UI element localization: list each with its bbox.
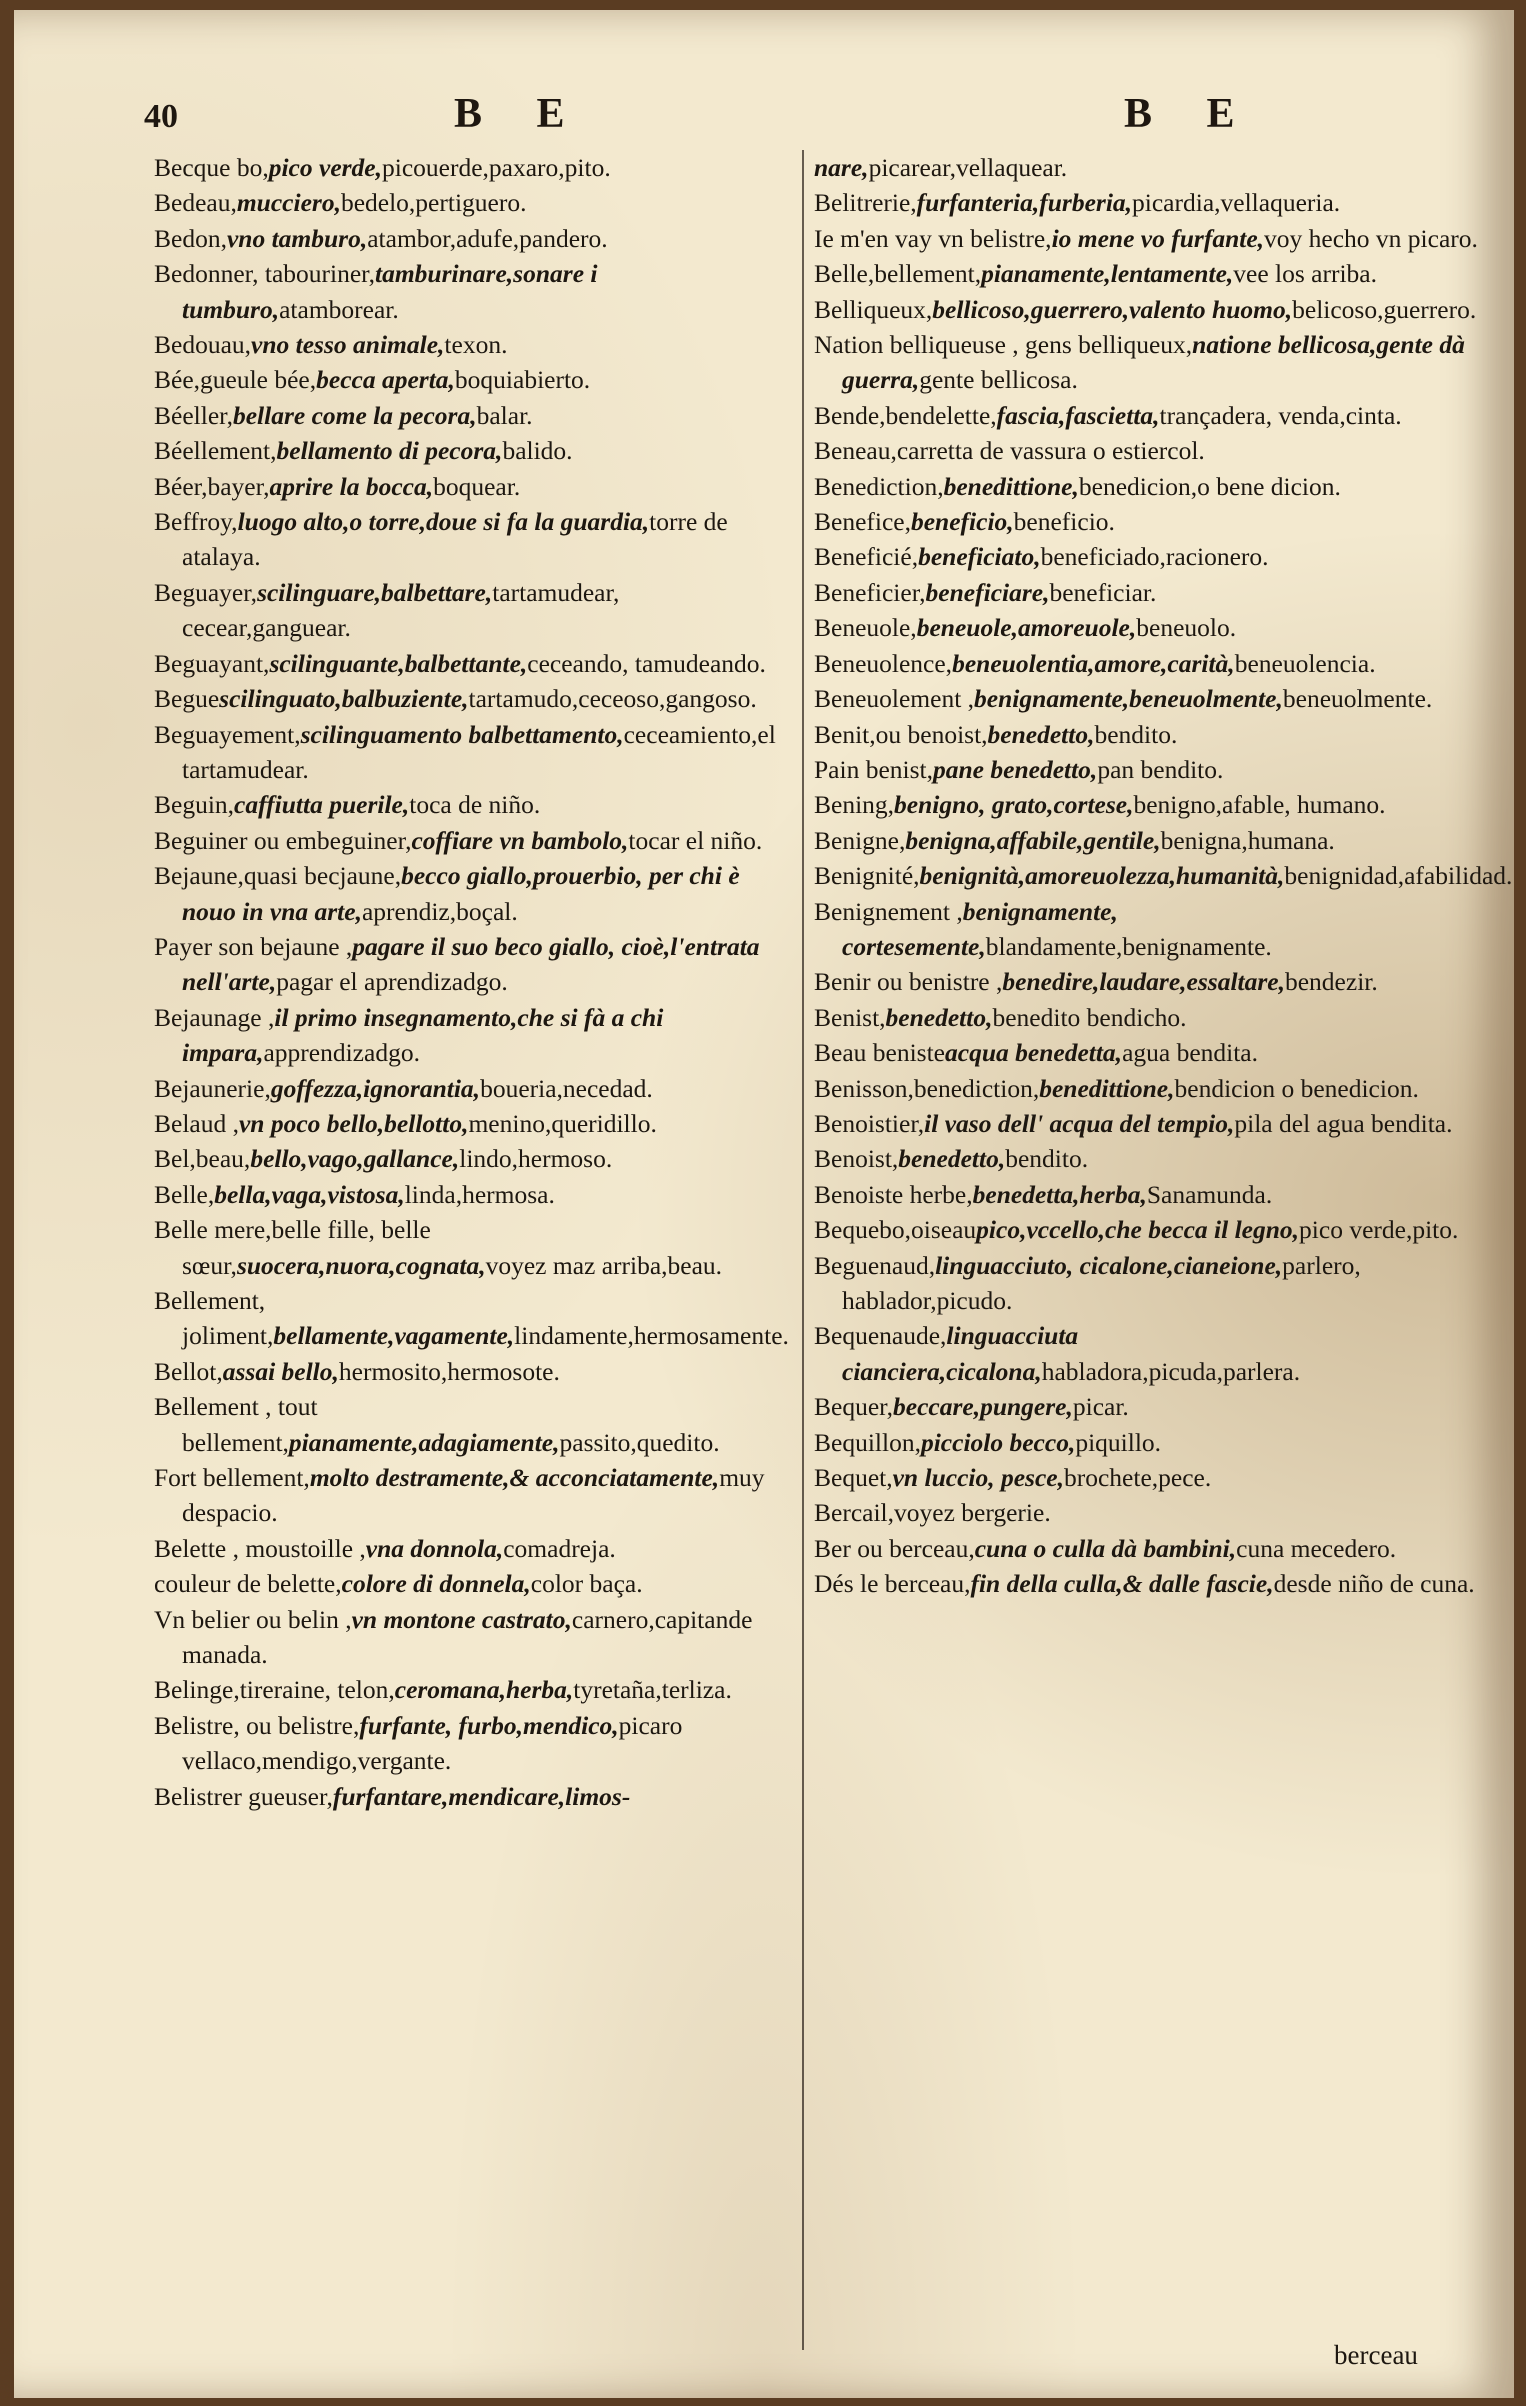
french-headword: Benir ou benistre , — [814, 967, 1003, 997]
dictionary-entry — [154, 185, 794, 220]
french-headword: Bedonner, tabouriner, — [154, 259, 376, 289]
dictionary-entry — [154, 327, 794, 362]
spanish-gloss: balido. — [502, 436, 573, 466]
french-headword: Bequillon, — [814, 1427, 921, 1457]
spanish-gloss: habladora,picuda,parlera. — [1041, 1356, 1301, 1386]
italian-gloss: coffiare vn bambolo, — [411, 825, 629, 855]
italian-gloss: benedetto, — [987, 719, 1095, 749]
italian-gloss: pagare il suo beco giallo, cioè,l'entrata nell'arte, — [182, 931, 760, 997]
italian-gloss: bella,vaga,vistosa, — [214, 1179, 405, 1209]
italian-gloss: pianamente,lentamente, — [981, 259, 1234, 289]
spanish-gloss: comadreja. — [503, 1533, 616, 1563]
italian-gloss: beccare,pungere, — [893, 1392, 1073, 1422]
spanish-gloss: atambor,adufe,pandero. — [367, 223, 608, 253]
dictionary-entry — [814, 1071, 1484, 1106]
french-headword: Benist, — [814, 1002, 886, 1032]
dictionary-entry — [154, 398, 794, 433]
french-headword: Belaud , — [154, 1108, 239, 1138]
italian-gloss: bello,vago,gallance, — [250, 1144, 460, 1174]
dictionary-entry — [154, 150, 794, 185]
spanish-gloss: gente bellicosa. — [919, 365, 1078, 395]
dictionary-entry — [814, 1318, 1484, 1389]
italian-gloss: benedetta,herba, — [972, 1179, 1147, 1209]
french-headword: Belle mere,belle fille, belle sœur, — [154, 1215, 431, 1280]
spanish-gloss: beneficiar. — [1049, 577, 1157, 607]
dictionary-entry — [154, 1566, 794, 1601]
dictionary-entry — [814, 221, 1484, 256]
french-headword: Benefice, — [814, 507, 911, 537]
italian-gloss: molto destramente,& acconciatamente, — [309, 1463, 720, 1493]
french-headword: Bejaunage , — [154, 1002, 275, 1032]
dictionary-entry — [814, 1000, 1484, 1035]
italian-gloss: natione bellicosa,gente dà guerra, — [842, 330, 1465, 395]
dictionary-entry — [814, 1460, 1484, 1495]
italian-gloss: luogo alto,o torre,doue si fa la guardia, — [237, 507, 650, 537]
french-headword: Payer son bejaune , — [154, 931, 353, 961]
italian-gloss: beneficio, — [910, 507, 1014, 537]
spanish-gloss: benigna,humana. — [1160, 825, 1335, 855]
french-headword: Pain benist, — [814, 754, 933, 784]
dictionary-entry — [814, 1389, 1484, 1424]
italian-gloss: beneficiato, — [918, 542, 1041, 572]
spanish-gloss: lindamente,hermosamente. — [514, 1321, 789, 1351]
italian-gloss: bellamente,vagamente, — [273, 1321, 515, 1351]
dictionary-entry — [154, 717, 794, 788]
dictionary-entry — [814, 539, 1484, 574]
spanish-gloss: beneuolo. — [1136, 613, 1237, 643]
dictionary-entry — [154, 504, 794, 575]
french-headword: Bedon, — [154, 223, 227, 253]
italian-gloss: bellicoso,guerrero,valento huomo, — [932, 294, 1293, 324]
dictionary-entry — [154, 1531, 794, 1566]
italian-gloss: fin della culla,& dalle fascie, — [970, 1569, 1274, 1599]
spanish-gloss: bendito. — [1005, 1144, 1089, 1174]
french-headword: Ber ou berceau, — [814, 1533, 975, 1563]
right-running-head: B E — [1124, 91, 1257, 137]
dictionary-entry — [814, 823, 1484, 858]
dictionary-entry — [154, 1460, 794, 1531]
italian-gloss: pico verde, — [268, 153, 382, 182]
french-headword: Belle, — [154, 1179, 215, 1209]
italian-gloss: tamburinare,sonare i tumburo, — [182, 259, 598, 324]
spanish-gloss: voyez maz arriba,beau. — [485, 1250, 723, 1280]
spanish-gloss: bendito. — [1094, 719, 1178, 749]
italian-gloss: benedetto, — [885, 1002, 993, 1032]
french-headword: Bening, — [814, 790, 895, 820]
italian-gloss: scilinguante,balbettante, — [269, 648, 528, 678]
spanish-gloss: voy hecho vn picaro. — [1264, 223, 1478, 253]
dictionary-entry — [814, 610, 1484, 645]
dictionary-entry — [154, 1212, 794, 1283]
spanish-gloss: lindo,hermoso. — [459, 1144, 613, 1174]
dictionary-entry — [814, 327, 1484, 398]
spanish-gloss: beneficiado,racionero. — [1040, 542, 1269, 572]
french-headword: Bellot, — [154, 1356, 223, 1386]
italian-gloss: benignamente,beneuolmente, — [974, 684, 1283, 714]
italian-gloss: benigna,affabile,gentile, — [905, 825, 1161, 855]
italian-gloss: io mene vo furfante, — [1051, 223, 1265, 253]
dictionary-entry — [814, 1141, 1484, 1176]
dictionary-entry — [154, 823, 794, 858]
italian-gloss: beneuolentia,amore,carità, — [952, 648, 1235, 678]
dictionary-entry — [814, 1425, 1484, 1460]
french-headword: Béer,bayer, — [154, 471, 270, 501]
french-headword: Beneau, — [814, 436, 897, 466]
italian-gloss: furfanteria,furberia, — [916, 188, 1133, 218]
spanish-gloss: benigno,afable, humano. — [1133, 790, 1386, 820]
column-divider — [802, 150, 804, 2350]
italian-gloss: bellare come la pecora, — [232, 400, 477, 430]
dictionary-entry — [814, 858, 1513, 893]
spanish-gloss: beneuolencia. — [1234, 648, 1376, 678]
italian-gloss: vn poco bello,bellotto, — [238, 1108, 469, 1138]
italian-gloss: cuna o culla dà bambini, — [974, 1533, 1237, 1563]
italian-gloss: il vaso dell' acqua del tempio, — [924, 1108, 1235, 1138]
spanish-gloss: brochete,pece. — [1063, 1463, 1212, 1493]
dictionary-entry — [814, 504, 1484, 539]
italian-gloss: mucciero, — [236, 188, 341, 218]
dictionary-entry — [154, 1000, 794, 1071]
spanish-gloss: picar. — [1072, 1392, 1129, 1422]
italian-gloss: fascia,fascietta, — [996, 400, 1160, 430]
dictionary-entry — [154, 1106, 794, 1141]
italian-gloss: becca aperta, — [316, 365, 455, 395]
spanish-gloss: balar. — [476, 400, 533, 430]
spanish-gloss: pila del agua bendita. — [1234, 1108, 1453, 1138]
italian-gloss: benigno, grato,cortese, — [894, 790, 1134, 820]
left-running-head: B E — [454, 91, 587, 137]
italian-gloss: benedetto, — [898, 1144, 1006, 1174]
spanish-gloss: beneuolmente. — [1282, 684, 1433, 714]
french-headword: Belistrer gueuser, — [154, 1781, 333, 1811]
dictionary-entry — [814, 646, 1484, 681]
dictionary-entry — [154, 221, 794, 256]
french-headword: Beguiner ou embeguiner, — [154, 825, 412, 855]
spanish-gloss: boquear. — [433, 471, 521, 501]
spanish-gloss: tocar el niño. — [628, 825, 763, 855]
spanish-gloss: color baça. — [530, 1569, 643, 1599]
french-headword: Beau beniste — [814, 1038, 945, 1068]
italian-gloss: benignamente, cortesemente, — [842, 896, 1118, 961]
italian-gloss: goffezza,ignorantia, — [270, 1073, 481, 1103]
french-headword: Beneuole, — [814, 613, 917, 643]
french-headword: Beguenaud, — [814, 1250, 936, 1280]
spanish-gloss: bendicion o benedicion. — [1174, 1073, 1419, 1103]
italian-gloss: linguacciuta cianciera,cicalona, — [842, 1321, 1079, 1386]
spanish-gloss: muy despacio. — [182, 1463, 765, 1528]
french-headword: Benoistier, — [814, 1108, 925, 1138]
spanish-gloss: tyretaña,terliza. — [573, 1675, 732, 1705]
french-headword: Belle,bellement, — [814, 259, 982, 289]
french-headword: Bequenaude, — [814, 1321, 947, 1351]
dictionary-entry — [814, 256, 1484, 291]
spanish-gloss: atamborear. — [279, 294, 399, 324]
dictionary-entry — [154, 256, 794, 327]
italian-gloss: benedittione, — [943, 471, 1079, 501]
french-headword: Benigne, — [814, 825, 906, 855]
spanish-gloss: carnero,capitande manada. — [182, 1604, 753, 1670]
italian-gloss: furfante, furbo,mendico, — [359, 1710, 619, 1740]
dictionary-entry — [814, 1212, 1484, 1247]
page-header — [14, 90, 1514, 150]
french-headword: Beneficier, — [814, 577, 926, 607]
french-headword: Benignement , — [814, 896, 963, 926]
italian-gloss: vno tamburo, — [226, 223, 368, 253]
left-column — [154, 150, 794, 2348]
french-headword: Bellement , tout bellement, — [154, 1392, 318, 1457]
dictionary-entry — [154, 1779, 794, 1814]
spanish-gloss: toca de niño. — [409, 790, 541, 820]
spanish-gloss: bedelo,pertiguero. — [340, 188, 527, 218]
italian-gloss: linguacciuto, cicalone,cianeione, — [935, 1250, 1283, 1280]
italian-gloss: picciolo becco, — [920, 1427, 1076, 1457]
french-headword: Nation belliqueuse , gens belliqueux, — [814, 330, 1193, 360]
spanish-gloss: cuna mecedero. — [1236, 1533, 1397, 1563]
french-headword: Bejaune,quasi becjaune, — [154, 861, 402, 891]
spanish-gloss: pan bendito. — [1097, 754, 1224, 784]
spanish-gloss: texon. — [444, 330, 508, 360]
french-headword: Bequet, — [814, 1463, 893, 1493]
dictionary-entry — [154, 681, 794, 716]
italian-gloss: acqua benedetta, — [945, 1038, 1123, 1068]
spanish-gloss: benignidad,afabilidad. — [1284, 861, 1513, 891]
dictionary-entry — [814, 894, 1484, 965]
spanish-gloss: ceceando, tamudeando. — [527, 648, 766, 678]
spanish-gloss: picouerde,paxaro,pito. — [382, 153, 611, 182]
french-headword: Beguin, — [154, 790, 235, 820]
dictionary-entry — [154, 1283, 794, 1354]
dictionary-entry — [814, 575, 1484, 610]
spanish-gloss: benedicion,o bene dicion. — [1078, 471, 1341, 501]
dictionary-entry — [814, 717, 1484, 752]
spanish-gloss: carretta de vassura o estiercol. — [896, 436, 1205, 466]
italian-gloss: vna donnola, — [365, 1533, 504, 1563]
spanish-gloss: apprendizadgo. — [263, 1038, 420, 1068]
dictionary-entry — [154, 858, 794, 929]
italian-gloss: scilinguare,balbettare, — [257, 577, 493, 607]
french-headword: couleur de belette, — [154, 1569, 342, 1599]
dictionary-entry — [814, 1495, 1484, 1530]
spanish-gloss: tartamudear, cecear,ganguear. — [182, 577, 620, 643]
french-headword: Vn belier ou belin , — [154, 1604, 352, 1634]
spanish-gloss: Sanamunda. — [1146, 1179, 1273, 1209]
italian-gloss: beneficiare, — [925, 577, 1050, 607]
spanish-gloss: linda,hermosa. — [404, 1179, 555, 1209]
spanish-gloss: blandamente,benignamente. — [985, 931, 1272, 961]
spanish-gloss: belicoso,guerrero. — [1292, 294, 1477, 324]
french-headword: Belliqueux, — [814, 294, 933, 324]
french-headword: Begue — [154, 684, 220, 714]
french-headword: Benignité, — [814, 861, 920, 891]
spanish-gloss: hermosito,hermosote. — [338, 1356, 560, 1386]
spanish-gloss: voyez bergerie. — [894, 1498, 1051, 1528]
italian-gloss: furfantare,mendicare,limos- — [332, 1781, 631, 1811]
dictionary-entry — [154, 1389, 794, 1460]
dictionary-entry — [154, 1672, 794, 1707]
french-headword: Beguayement, — [154, 719, 301, 749]
french-headword: Benoiste herbe, — [814, 1179, 973, 1209]
dictionary-entry — [154, 1141, 794, 1176]
italian-gloss: benedire,laudare,essaltare, — [1002, 967, 1285, 997]
french-headword: Bée,gueule bée, — [154, 365, 317, 395]
french-headword: Dés le berceau, — [814, 1569, 971, 1599]
spanish-gloss: pagar el aprendizadgo. — [276, 967, 508, 997]
dictionary-entry — [154, 787, 794, 822]
dictionary-entry — [154, 1177, 794, 1212]
french-headword: Bercail, — [814, 1498, 894, 1528]
french-headword: Bejaunerie, — [154, 1073, 271, 1103]
dictionary-entry — [814, 469, 1484, 504]
spanish-gloss: boquiabierto. — [454, 365, 591, 395]
italian-gloss: suocera,nuora,cognata, — [236, 1250, 486, 1280]
catchword: berceau — [1334, 2340, 1418, 2370]
italian-gloss: aprire la bocca, — [269, 471, 434, 501]
italian-gloss: bellamento di pecora, — [276, 436, 503, 466]
spanish-gloss: picarear,vellaquear. — [868, 153, 1068, 182]
spanish-gloss: bendezir. — [1284, 967, 1378, 997]
french-headword: Belette , moustoille , — [154, 1533, 366, 1563]
dictionary-entry — [154, 469, 794, 504]
dictionary-entry — [154, 1071, 794, 1106]
spanish-gloss: picardia,vellaqueria. — [1132, 188, 1341, 218]
dictionary-entry — [154, 1708, 794, 1779]
italian-gloss: becco giallo,prouerbio, per chi è nouo in vna arte, — [182, 861, 740, 926]
french-headword: Beneuolement , — [814, 684, 975, 714]
spanish-gloss: picaro vellaco,mendigo,vergante. — [182, 1710, 683, 1776]
french-headword: Bedeau, — [154, 188, 237, 218]
dictionary-entry — [814, 1531, 1484, 1566]
french-headword: Ie m'en vay vn belistre, — [814, 223, 1052, 253]
spanish-gloss: agua bendita. — [1122, 1038, 1259, 1068]
italian-gloss: ceromana,herba, — [394, 1675, 574, 1705]
french-headword: Belitrerie, — [814, 188, 917, 218]
page-scan — [14, 10, 1514, 2398]
dictionary-entry — [154, 362, 794, 397]
dictionary-entry — [814, 1248, 1484, 1319]
dictionary-entry — [814, 1566, 1484, 1601]
italian-gloss: benedittione, — [1039, 1073, 1175, 1103]
italian-gloss: pianamente,adagiamente, — [288, 1427, 560, 1457]
dictionary-entry — [814, 433, 1484, 468]
spanish-gloss: benedito bendicho. — [992, 1002, 1187, 1032]
dictionary-entry — [814, 292, 1484, 327]
spanish-gloss: parlero, hablador,picudo. — [842, 1250, 1361, 1315]
french-headword: Fort bellement, — [154, 1463, 310, 1493]
spanish-gloss: vee los arriba. — [1233, 259, 1378, 289]
spanish-gloss: piquillo. — [1075, 1427, 1162, 1457]
spanish-gloss: menino,queridillo. — [468, 1108, 657, 1138]
italian-gloss: scilinguato,balbuziente, — [219, 684, 469, 714]
dictionary-entry — [814, 150, 1484, 185]
french-headword: Bequebo,oiseau — [814, 1215, 977, 1245]
french-headword: Beguayer, — [154, 577, 258, 607]
french-headword: Benoist, — [814, 1144, 899, 1174]
italian-gloss: vno tesso animale, — [251, 330, 445, 360]
french-headword: Bedouau, — [154, 330, 252, 360]
french-headword: Belistre, ou belistre, — [154, 1710, 360, 1740]
italian-gloss: pane benedetto, — [933, 754, 1098, 784]
french-headword: Becque bo, — [154, 153, 269, 182]
dictionary-entry — [814, 752, 1484, 787]
spanish-gloss: aprendiz,boçal. — [361, 896, 518, 926]
spanish-gloss: trançadera, venda,cinta. — [1159, 400, 1402, 430]
spanish-gloss: pico verde,pito. — [1299, 1215, 1459, 1245]
spanish-gloss: boueria,necedad. — [480, 1073, 653, 1103]
italian-gloss: colore di donnela, — [341, 1569, 531, 1599]
dictionary-entry — [154, 929, 794, 1000]
french-headword: Béeller, — [154, 400, 233, 430]
italian-gloss: caffiutta puerile, — [234, 790, 410, 820]
french-headword: Bequer, — [814, 1392, 893, 1422]
french-headword: Bellement, joliment, — [154, 1286, 274, 1351]
french-headword: Bel,beau, — [154, 1144, 251, 1174]
spanish-gloss: beneficio. — [1013, 507, 1115, 537]
italian-gloss: nare, — [814, 153, 869, 182]
dictionary-entry — [814, 1035, 1484, 1070]
french-headword: Beguayant, — [154, 648, 270, 678]
french-headword: Benisson,benediction, — [814, 1073, 1040, 1103]
italian-gloss: pico,vccello,che becca il legno, — [976, 1215, 1300, 1245]
spanish-gloss: tartamudo,ceceoso,gangoso. — [468, 684, 757, 714]
dictionary-entry — [814, 1177, 1484, 1212]
dictionary-entry — [814, 681, 1484, 716]
spanish-gloss: desde niño de cuna. — [1273, 1569, 1475, 1599]
italian-gloss: assai bello, — [222, 1356, 339, 1386]
spanish-gloss: passito,quedito. — [559, 1427, 720, 1457]
french-headword: Beneuolence, — [814, 648, 953, 678]
french-headword: Béellement, — [154, 436, 277, 466]
italian-gloss: scilinguamento balbettamento, — [300, 719, 624, 749]
dictionary-entry — [154, 433, 794, 468]
spanish-gloss: torre de atalaya. — [182, 507, 728, 572]
french-headword: Benediction, — [814, 471, 944, 501]
french-headword: Benit,ou benoist, — [814, 719, 988, 749]
italian-gloss: benignità,amoreuolezza,humanità, — [919, 861, 1285, 891]
dictionary-entry — [154, 575, 794, 646]
right-column — [814, 150, 1513, 2348]
dictionary-entry — [814, 787, 1484, 822]
dictionary-entry — [814, 185, 1484, 220]
spanish-gloss: ceceamiento,el tartamudear. — [182, 719, 776, 784]
french-headword: Beneficié, — [814, 542, 919, 572]
dictionary-entry — [154, 646, 794, 681]
dictionary-entry — [814, 398, 1484, 433]
italian-gloss: beneuole,amoreuole, — [916, 613, 1137, 643]
dictionary-entry — [814, 1106, 1484, 1141]
italian-gloss: il primo insegnamento,che si fà a chi impara, — [182, 1002, 664, 1068]
french-headword: Belinge,tireraine, telon, — [154, 1675, 395, 1705]
dictionary-entry — [154, 1602, 794, 1673]
dictionary-entry — [154, 1354, 794, 1389]
dictionary-entry — [814, 964, 1484, 999]
italian-gloss: vn luccio, pesce, — [892, 1463, 1064, 1493]
italian-gloss: vn montone castrato, — [351, 1604, 572, 1634]
page-number: 40 — [144, 98, 178, 135]
french-headword: Bende,bendelette, — [814, 400, 997, 430]
french-headword: Beffroy, — [154, 507, 238, 537]
